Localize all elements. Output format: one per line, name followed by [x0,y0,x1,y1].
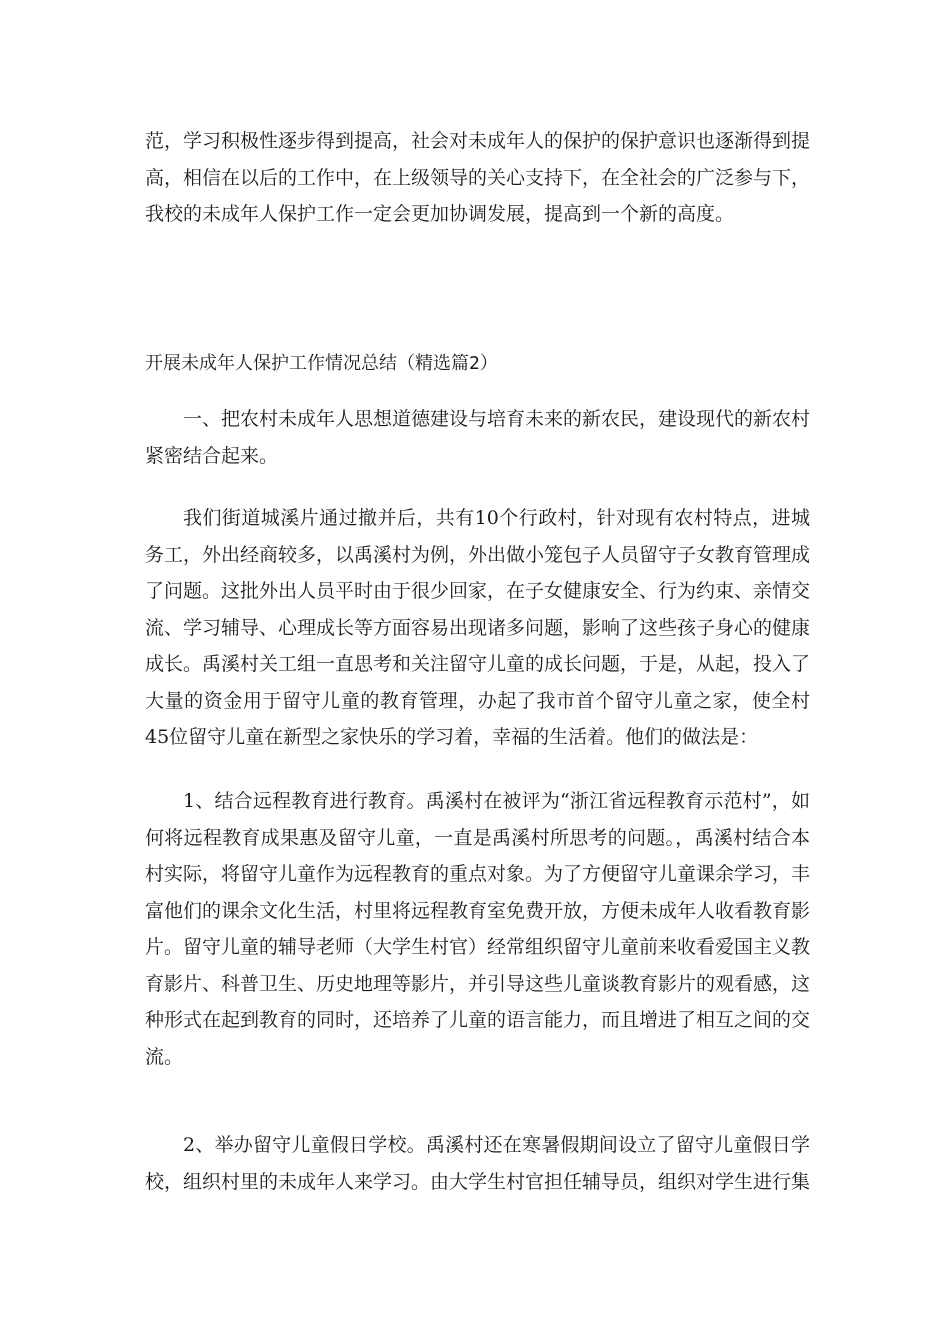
paragraph-3: 1、结合远程教育进行教育。禹溪村在被评为“浙江省远程教育示范村”，如何将远程教育成果惠及留守儿童，一直是禹溪村所思考的问题。，禹溪村结合本村实际，将留守儿童作为远程教育的重点对象。为了方便留守儿童课余学习，丰富他们的课余文化生活，村里将远程教育室免费开放，方便未成年人收看教育影片。留守儿童的辅导老师（大学生村官）经常组织留守儿童前来收看爱国主义教育影片、科普卫生、历史地理等影片，并引导这些儿童谈教育影片的观看感，这种形式在起到教育的同时，还培养了儿童的语言能力，而且增进了相互之间的交流。 [145,790,811,1068]
continuation-paragraph: 范，学习积极性逐步得到提高，社会对未成年人的保护的保护意识也逐渐得到提高，相信在以后的工作中，在上级领导的关心支持下，在全社会的广泛参与下，我校的未成年人保护工作一定会更加协调发展，提高到一个新的高度。 [145,130,811,225]
section-heading: 开展未成年人保护工作情况总结（精选篇2） [145,353,498,374]
paragraph-2: 我们街道城溪片通过撤并后，共有10个行政村，针对现有农村特点，进城务工，外出经商较多，以禹溪村为例，外出做小笼包子人员留守子女教育管理成了问题。这批外出人员平时由于很少回家，在子女健康安全、行为约束、亲情交流、学习辅导、心理成长等方面容易出现诸多问题，影响了这些孩子身心的健康成长。禹溪村关工组一直思考和关注留守儿童的成长问题，于是，从起，投入了大量的资金用于留守儿童的教育管理，办起了我市首个留守儿童之家，使全村45位留守儿童在新型之家快乐的学习着，幸福的生活着。他们的做法是： [145,507,811,748]
paragraph-4: 2、举办留守儿童假日学校。禹溪村还在寒暑假期间设立了留守儿童假日学校，组织村里的未成年人来学习。由大学生村官担任辅导员，组织对学生进行集 [145,1134,811,1193]
paragraph-1: 一、把农村未成年人思想道德建设与培育未来的新农民，建设现代的新农村紧密结合起来。 [145,408,811,467]
